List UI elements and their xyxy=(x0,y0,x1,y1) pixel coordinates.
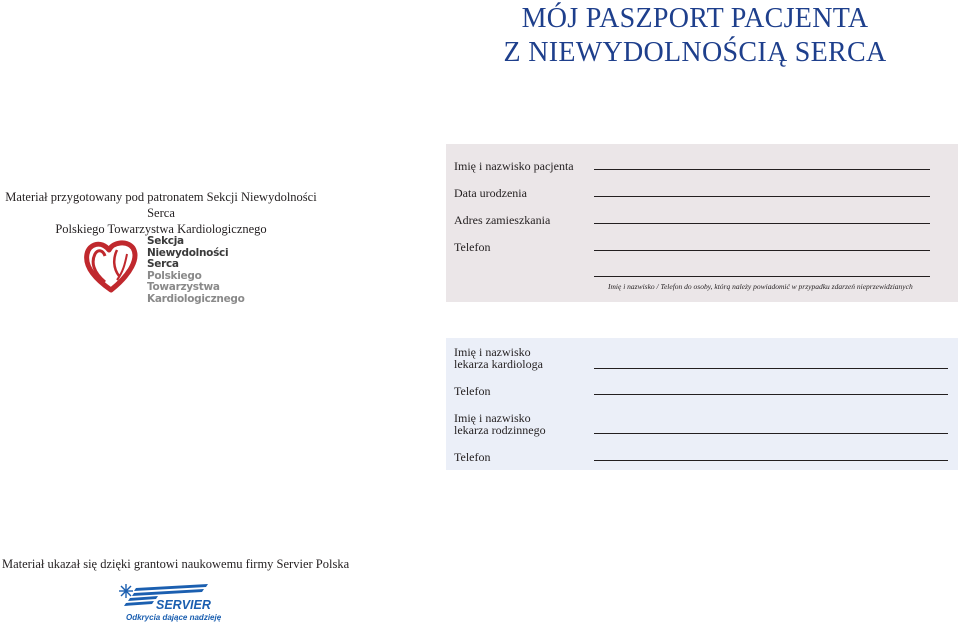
servier-tagline: Odkrycia dające nadzieję xyxy=(126,613,222,622)
patient-phone-field[interactable] xyxy=(594,250,930,251)
cardiologist-name-label-1: Imię i nazwisko xyxy=(454,345,531,359)
cardiologist-phone-field[interactable] xyxy=(594,394,948,395)
doctors-info-form xyxy=(446,338,958,470)
emergency-contact-field[interactable] xyxy=(594,276,930,277)
cardiologist-name-field[interactable] xyxy=(594,368,948,369)
cardiologist-name-label-2: lekarza kardiologa xyxy=(454,357,543,371)
ptk-logo-line-3: Polskiego xyxy=(147,269,202,282)
heart-logo-icon xyxy=(83,238,139,296)
address-field[interactable] xyxy=(594,223,930,224)
ptk-logo-line-5: Kardiologicznego xyxy=(147,292,245,305)
cardiologist-phone-label: Telefon xyxy=(454,384,491,398)
patient-name-label: Imię i nazwisko pacjenta xyxy=(454,159,574,173)
patient-phone-label: Telefon xyxy=(454,240,491,254)
patronage-line-2: Polskiego Towarzystwa Kardiologicznego xyxy=(55,222,267,236)
family-doctor-name-label-1: Imię i nazwisko xyxy=(454,411,531,425)
address-label: Adres zamieszkania xyxy=(454,213,551,227)
patronage-line-1: Materiał przygotowany pod patronatem Sekcji Niewydolności Serca xyxy=(5,190,317,220)
family-doctor-name-label-2: lekarza rodzinnego xyxy=(454,423,546,437)
servier-name: SERVIER xyxy=(156,598,211,612)
title-line-1: MÓJ PASZPORT PACJENTA xyxy=(521,3,869,34)
grant-text: Materiał ukazał się dzięki grantowi naukowemu firmy Servier Polska xyxy=(2,557,350,571)
ptk-logo-line-2: Niewydolności Serca xyxy=(147,246,229,270)
ptk-section-logo xyxy=(83,235,245,305)
title-line-2: Z NIEWYDOLNOŚCIĄ SERCA xyxy=(503,37,887,68)
birth-date-field[interactable] xyxy=(594,196,930,197)
ptk-logo-line-1: Sekcja xyxy=(147,235,184,247)
ptk-logo-line-4: Towarzystwa xyxy=(147,281,220,293)
servier-logo xyxy=(112,582,222,624)
patronage-text xyxy=(0,189,322,237)
emergency-contact-note: Imię i nazwisko / Telefon do osoby, którą należy powiadomić w przypadku zdarzeń nieprzewidzianych xyxy=(608,282,913,291)
family-doctor-name-field[interactable] xyxy=(594,433,948,434)
page-title xyxy=(470,2,920,70)
family-doctor-phone-field[interactable] xyxy=(594,460,948,461)
family-doctor-phone-label: Telefon xyxy=(454,450,491,464)
patient-info-form xyxy=(446,144,958,302)
patient-name-field[interactable] xyxy=(594,169,930,170)
ptk-logo-text xyxy=(147,236,245,305)
birth-date-label: Data urodzenia xyxy=(454,186,527,200)
